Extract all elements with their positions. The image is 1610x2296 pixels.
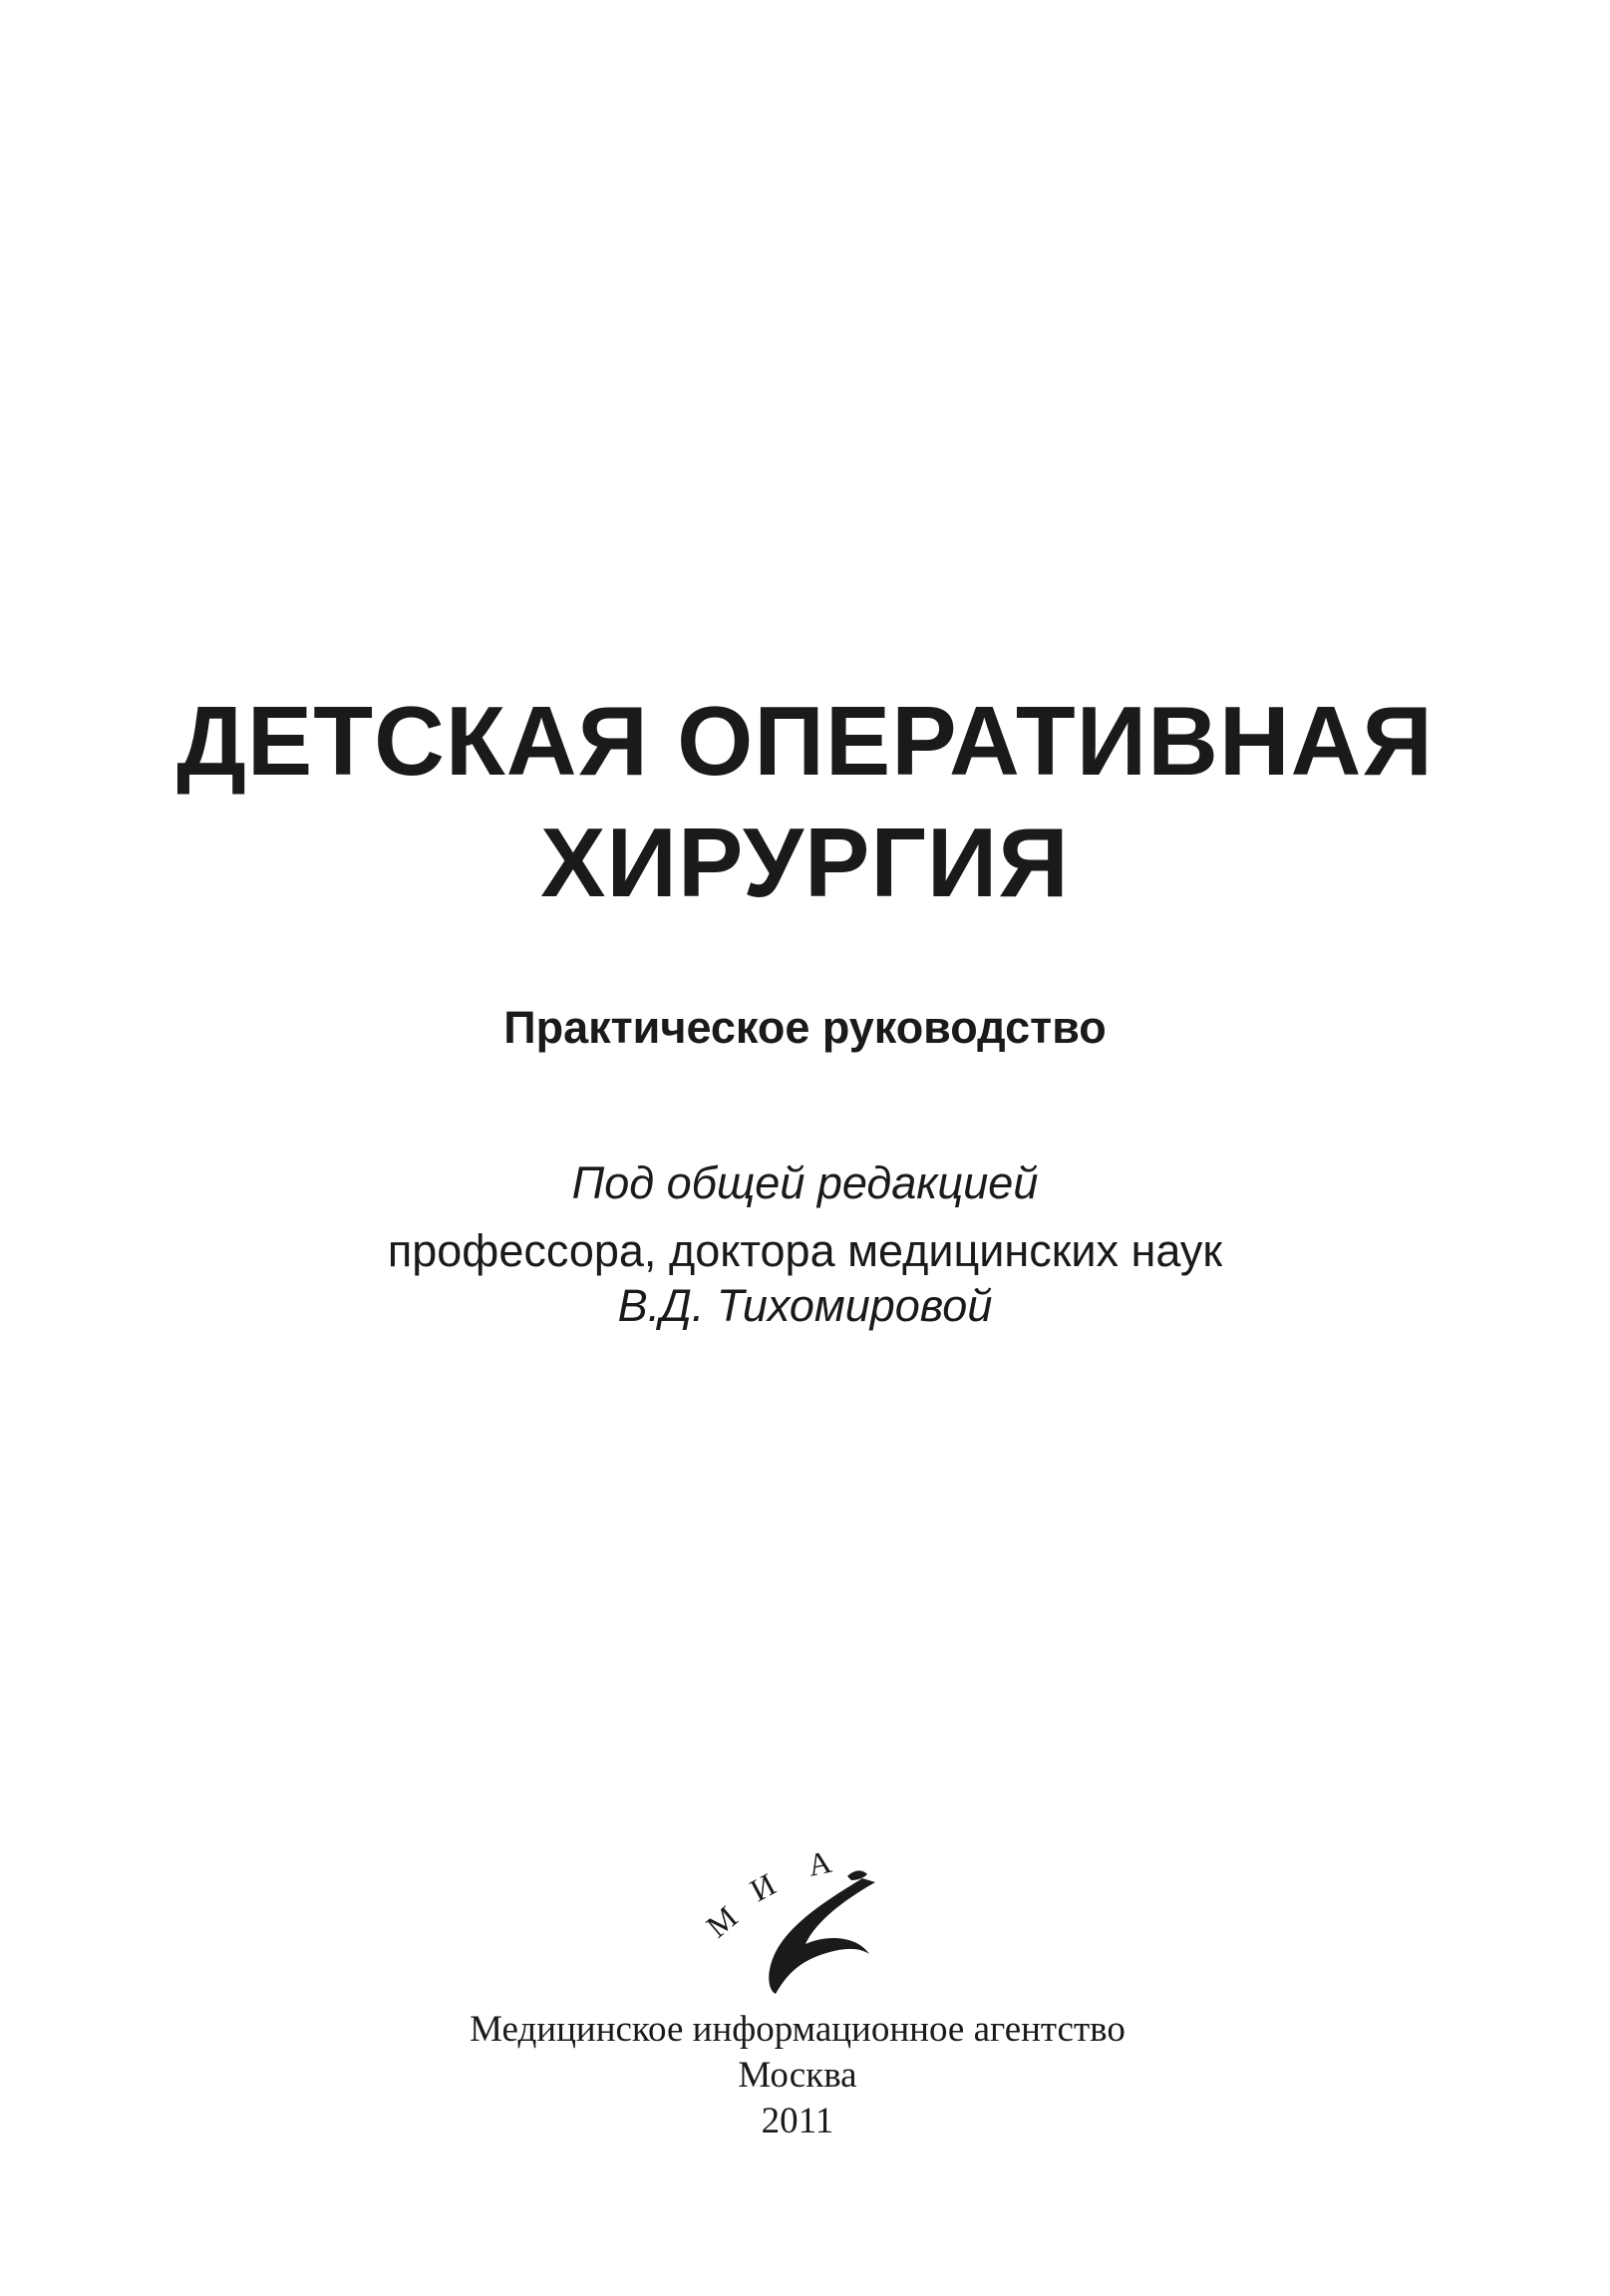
- logo-letter-i: И: [744, 1865, 782, 1909]
- publisher-name: Медицинское информационное агентство: [470, 2009, 1126, 2050]
- editor-credentials: профессора, доктора медицинских наук: [387, 1225, 1223, 1276]
- book-subtitle: Практическое руководство: [503, 1002, 1107, 1053]
- logo-serpent-head-icon: [847, 1870, 867, 1880]
- book-title-line-1: ДЕТСКАЯ ОПЕРАТИВНАЯ: [176, 686, 1434, 796]
- book-title-line-2: ХИРУРГИЯ: [540, 808, 1070, 917]
- mia-logo-icon: [698, 1834, 907, 2004]
- editor-name: В.Д. Тихомировой: [617, 1280, 993, 1331]
- publisher-city: Москва: [738, 2055, 857, 2096]
- logo-swoosh-icon: [769, 1878, 875, 1994]
- logo-letter-m: М: [699, 1898, 745, 1945]
- editor-intro: Под общей редакцией: [571, 1157, 1039, 1208]
- logo-letter-a: А: [804, 1842, 835, 1883]
- publication-year: 2011: [761, 2101, 834, 2141]
